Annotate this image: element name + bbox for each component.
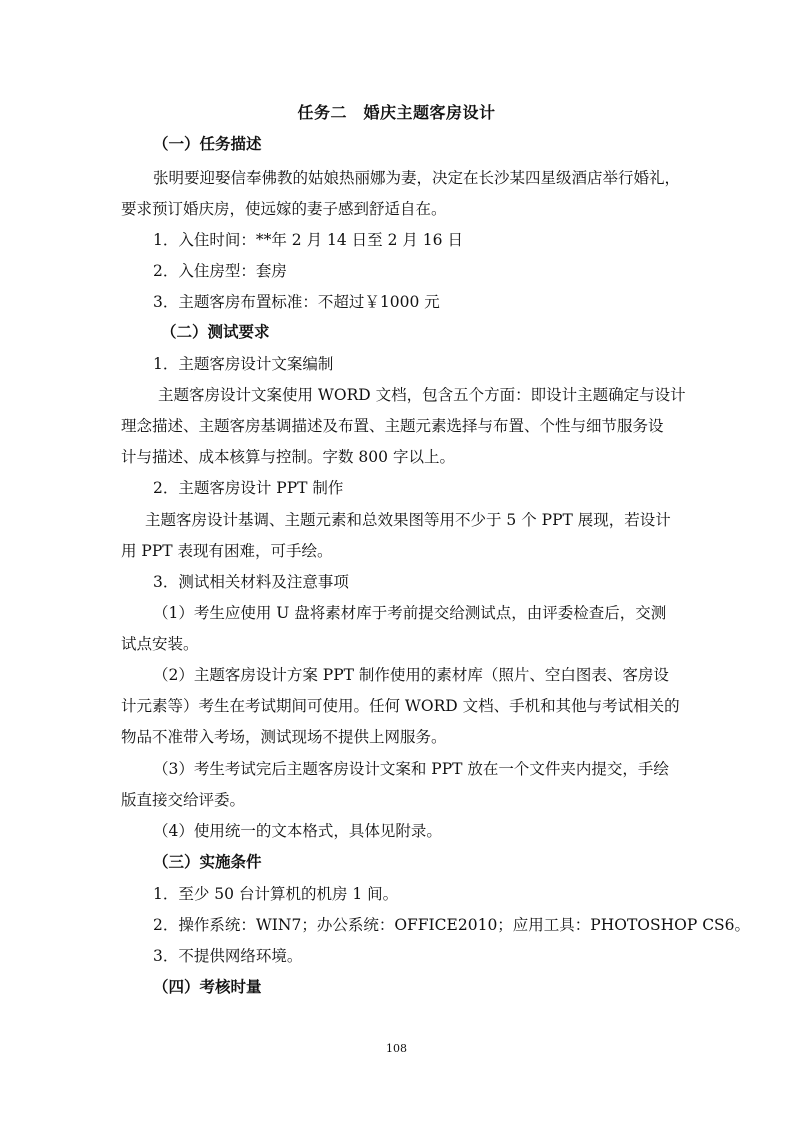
paragraph-line: 张明要迎娶信奉佛教的姑娘热丽娜为妻，决定在长沙某四星级酒店举行婚礼， xyxy=(153,169,681,187)
subheading: 3．测试相关材料及注意事项 xyxy=(153,573,349,591)
section-heading-exam-duration: （四）考核时量 xyxy=(153,978,262,996)
paragraph-line: 理念描述、主题客房基调描述及布置、主题元素选择与布置、个性与细节服务设 xyxy=(121,417,664,435)
note-line: 试点安装。 xyxy=(121,635,199,653)
list-item: 1．入住时间：**年 2 月 14 日至 2 月 16 日 xyxy=(153,231,463,249)
paragraph-line: 用 PPT 表现有困难，可手绘。 xyxy=(121,542,333,560)
paragraph-line: 计与描述、成本核算与控制。字数 800 字以上。 xyxy=(121,448,455,466)
paragraph-line: 主题客房设计文案使用 WORD 文档，包含五个方面：即设计主题确定与设计 xyxy=(158,386,686,404)
note-line: （4）使用统一的文本格式，具体见附录。 xyxy=(153,822,442,840)
subheading: 1．主题客房设计文案编制 xyxy=(153,355,334,373)
list-item: 2．操作系统：WIN7；办公系统：OFFICE2010；应用工具：PHOTOSHOP CS6。 xyxy=(153,916,751,934)
paragraph-line: 要求预订婚庆房，使远嫁的妻子感到舒适自在。 xyxy=(121,200,447,218)
subheading: 2．主题客房设计 PPT 制作 xyxy=(153,479,344,497)
list-item: 3．不提供网络环境。 xyxy=(153,947,303,965)
note-line: 物品不准带入考场，测试现场不提供上网服务。 xyxy=(121,728,447,746)
section-heading-implementation: （三）实施条件 xyxy=(153,853,262,871)
note-line: （1）考生应使用 U 盘将素材库于考前提交给测试点，由评委检查后，交测 xyxy=(153,604,667,622)
note-line: （2）主题客房设计方案 PPT 制作使用的素材库（照片、空白图表、客房设 xyxy=(153,666,669,684)
page-number: 108 xyxy=(386,1042,407,1055)
page-title: 任务二 婚庆主题客房设计 xyxy=(297,103,496,122)
note-line: （3）考生考试完后主题客房设计文案和 PPT 放在一个文件夹内提交，手绘 xyxy=(153,760,669,778)
list-item: 2．入住房型：套房 xyxy=(153,262,287,280)
list-item: 3．主题客房布置标准：不超过￥1000 元 xyxy=(153,293,440,311)
paragraph-line: 主题客房设计基调、主题元素和总效果图等用不少于 5 个 PPT 展现，若设计 xyxy=(145,511,671,529)
note-line: 版直接交给评委。 xyxy=(121,791,246,809)
note-line: 计元素等）考生在考试期间可使用。任何 WORD 文档、手机和其他与考试相关的 xyxy=(121,697,680,715)
section-heading-task-description: （一）任务描述 xyxy=(153,135,262,153)
section-heading-test-requirements: （二）测试要求 xyxy=(161,323,270,341)
list-item: 1．至少 50 台计算机的机房 1 间。 xyxy=(153,885,399,903)
